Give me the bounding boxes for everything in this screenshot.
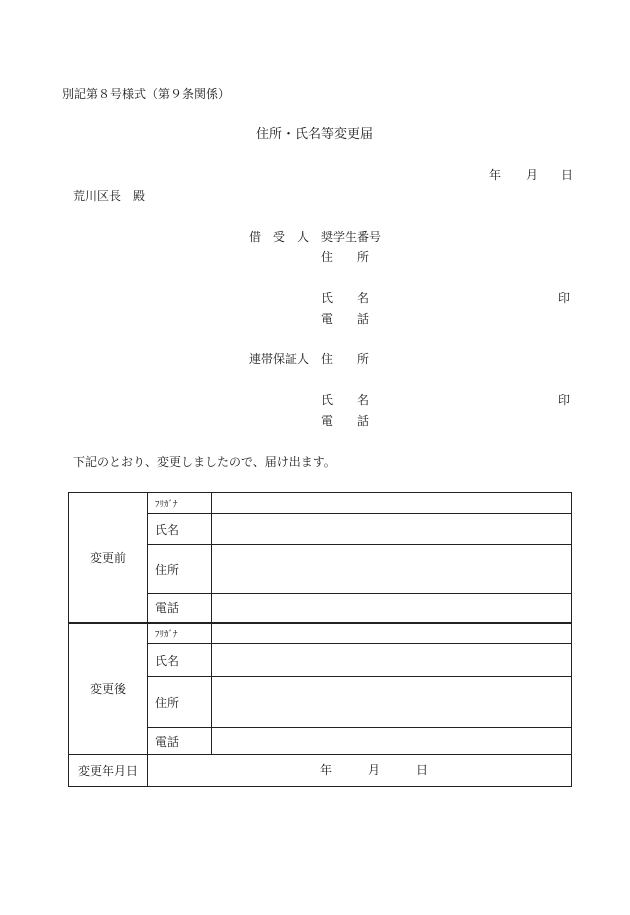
before-furigana-label: ﾌﾘｶﾞﾅ (148, 493, 212, 514)
change-date-label: 変更年月日 (69, 755, 148, 787)
header-date-year: 年 (489, 168, 502, 182)
before-phone-field[interactable] (212, 594, 572, 623)
change-date-month: 月 (368, 762, 381, 777)
before-section-label: 変更前 (69, 493, 148, 623)
header-date-month: 月 (526, 168, 539, 182)
form-number: 別記第８号様式（第９条関係） (62, 87, 231, 101)
guarantor-name-label: 氏 名 (321, 393, 370, 407)
change-date-field[interactable] (148, 755, 572, 787)
guarantor-address-label: 住 所 (321, 352, 370, 366)
after-name-label: 氏名 (148, 644, 212, 677)
addressee: 荒川区長 殿 (73, 189, 146, 203)
student-number-label: 奨学生番号 (321, 230, 382, 244)
before-phone-label: 電話 (148, 594, 212, 623)
change-table (68, 492, 572, 787)
before-address-label: 住所 (148, 545, 212, 594)
borrower-seal: 印 (558, 291, 571, 305)
guarantor-seal: 印 (558, 393, 571, 407)
after-furigana-row (69, 623, 572, 644)
after-section-label: 変更後 (69, 623, 148, 755)
after-address-field[interactable] (212, 677, 572, 728)
borrower-role: 借 受 人 (249, 230, 310, 244)
change-date-day: 日 (416, 762, 429, 777)
before-furigana-row (69, 493, 572, 514)
header-date-day: 日 (561, 168, 574, 182)
form-title: 住所・氏名等変更届 (256, 127, 374, 142)
guarantor-phone-label: 電 話 (321, 414, 370, 428)
guarantor-role: 連帯保証人 (249, 352, 310, 366)
borrower-phone-label: 電 話 (321, 312, 370, 326)
after-phone-field[interactable] (212, 728, 572, 755)
change-date-year: 年 (320, 762, 333, 777)
after-furigana-field[interactable] (212, 623, 572, 644)
borrower-address-label: 住 所 (321, 250, 370, 264)
after-phone-label: 電話 (148, 728, 212, 755)
after-address-label: 住所 (148, 677, 212, 728)
after-name-field[interactable] (212, 644, 572, 677)
after-furigana-label: ﾌﾘｶﾞﾅ (148, 623, 212, 644)
statement: 下記のとおり、変更しましたので、届け出ます。 (73, 455, 336, 469)
change-date-row (69, 755, 572, 787)
before-name-field[interactable] (212, 514, 572, 545)
before-furigana-field[interactable] (212, 493, 572, 514)
borrower-name-label: 氏 名 (321, 291, 370, 305)
before-name-label: 氏名 (148, 514, 212, 545)
before-address-field[interactable] (212, 545, 572, 594)
